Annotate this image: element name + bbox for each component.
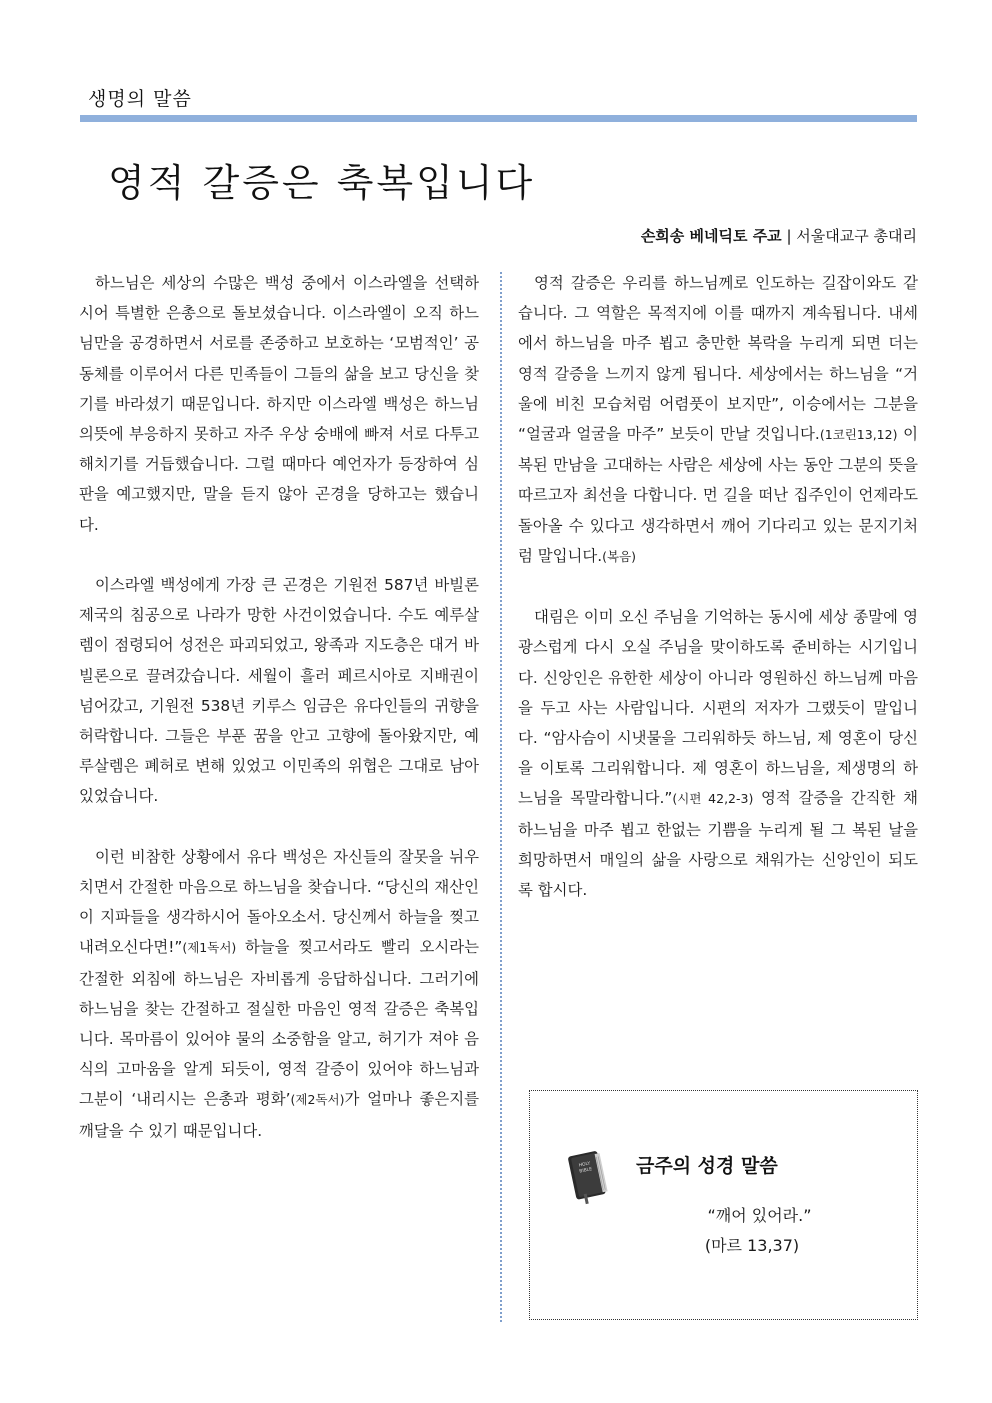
paragraph: 이스라엘 백성에게 가장 큰 곤경은 기원전 587년 바빌론 제국의 침공으로 나라가 망한 사건이었습니다. 수도 예루살렘이 점령되어 성전은 파괴되었고, 왕족과 지도층은 대거 바빌론으로 끌려갔습니다. 세월이 흘러 페르시아로 지배권이 넘어갔고, 기원전 538년 키루스 임금은 유다인들의 귀향을 허락합니다. 그들은 부푼 꿈을 안고 고향에 돌아왔지만, 예루살렘은 폐허로 변해 있었고 이민족의 위협은 그대로 남아 있었습니다. <box>79 576 479 806</box>
verse-reference: (마르 13,37) <box>704 1236 800 1255</box>
header-rule <box>80 115 917 122</box>
paragraph-text: 영적 갈증은 우리를 하느님께로 인도하는 길잡이와도 같습니다. 그 역할은 목적지에 이를 때까지 계속됩니다. 내세에서 하느님을 마주 뵙고 충만한 복락을 누리게 되면 더는 영적 갈증을 느끼지 않게 됩니다. 세상에서는 하느님을 “거울에 비친 모습처럼 어렴풋이 보지만”, 이승에서는 그분을 “얼굴과 얼굴을 마주” 보듯이 만날 것입니다. <box>518 274 918 444</box>
paragraph-text: 영적 갈증을 간직한 채 하느님을 마주 뵙고 한없는 기쁨을 누리게 될 그 복된 날을 희망하면서 매일의 삶을 사랑으로 채워가는 신앙인이 되도록 합시다. <box>518 789 918 900</box>
citation: (복음) <box>602 548 637 564</box>
paragraph: 하느님은 세상의 수많은 백성 중에서 이스라엘을 선택하시어 특별한 은총으로 돌보셨습니다. 이스라엘이 오직 하느님만을 공경하면서 서로를 존중하고 보호하는 ‘모범적인’ 공동체를 이루어서 다른 민족들이 그들의 삶을 보고 당신을 찾기를 바라셨기 때문입니다. 하지만 이스라엘 백성은 하느님의뜻에 부응하지 못하고 자주 우상 숭배에 빠져 서로 다투고 해치기를 거듭했습니다. 그럴 때마다 예언자가 등장하여 심판을 예고했지만, 말을 듣지 않아 곤경을 당하고는 했습니다. <box>79 274 479 534</box>
paragraph-text: 하늘을 찢고서라도 빨리 오시라는 간절한 외침에 하느님은 자비롭게 응답하십니다. 그러기에 하느님을 찾는 간절하고 절실한 마음인 영적 갈증은 축복입니다. 목마름이 있어야 물의 소중함을 알고, 허기가 져야 음식의 고마움을 알게 되듯이, 영적 갈증이 있어야 하느님과 그분이 ‘내리시는 은총과 평화’ <box>79 938 479 1109</box>
paragraph <box>518 602 918 905</box>
author-affiliation: 서울대교구 총대리 <box>796 227 917 245</box>
paragraph <box>518 268 918 572</box>
paragraph-text: 가 얼마나 좋은지를 깨달을 수 있기 때문입니다. <box>79 1090 479 1140</box>
weekly-verse-box <box>529 1090 918 1320</box>
citation: (제1독서) <box>182 940 237 956</box>
right-column <box>518 268 918 905</box>
paragraph-text: 이 복된 만남을 고대하는 사람은 세상에 사는 동안 그분의 뜻을 따르고자 최선을 다합니다. 먼 길을 떠난 집주인이 언제라도 돌아올 수 있다고 생각하면서 깨어 기다리고 있는 문지기처럼 말입니다. <box>518 425 918 565</box>
verse-quote: “깨어 있어라.” <box>707 1206 812 1225</box>
bible-book-icon <box>566 1147 610 1205</box>
paragraph <box>79 842 479 1146</box>
paragraph-text: 대림은 이미 오신 주님을 기억하는 동시에 세상 종말에 영광스럽게 다시 오실 주님을 맞이하도록 준비하는 시기입니다. 신앙인은 유한한 세상이 아니라 영원하신 하느님께 마음을 두고 사는 사람입니다. 시편의 저자가 그랬듯이 말입니다. “암사슴이 시냇물을 그리워하듯 하느님, 제 영혼이 당신을 이토록 그리워합니다. 제 영혼이 하느님을, 제생명의 하느님을 목말라합니다.” <box>518 608 918 808</box>
byline <box>641 225 917 246</box>
article-title: 영적 갈증은 축복입니다 <box>108 161 536 205</box>
left-column <box>79 268 479 1146</box>
citation: (제2독서) <box>290 1092 345 1108</box>
svg-text:BIBLE: BIBLE <box>579 1167 593 1175</box>
column-divider <box>500 272 502 1322</box>
verse-heading: 금주의 성경 말씀 <box>636 1155 778 1177</box>
author-name: 손희송 베네딕토 주교 <box>640 227 782 245</box>
byline-separator: | <box>786 227 792 245</box>
svg-text:HOLY: HOLY <box>578 1161 591 1169</box>
section-label: 생명의 말씀 <box>88 88 192 110</box>
citation: (1코린13,12) <box>819 427 898 443</box>
verse-text <box>530 1201 919 1261</box>
paragraph-text: 이런 비참한 상황에서 유다 백성은 자신들의 잘못을 뉘우치면서 간절한 마음으로 하느님을 찾습니다. “당신의 재산인 이 지파들을 생각하시어 돌아오소서. 당신께서 하늘을 찢고 내려오신다면!” <box>79 847 479 957</box>
citation: (시편 42,2-3) <box>672 791 754 807</box>
